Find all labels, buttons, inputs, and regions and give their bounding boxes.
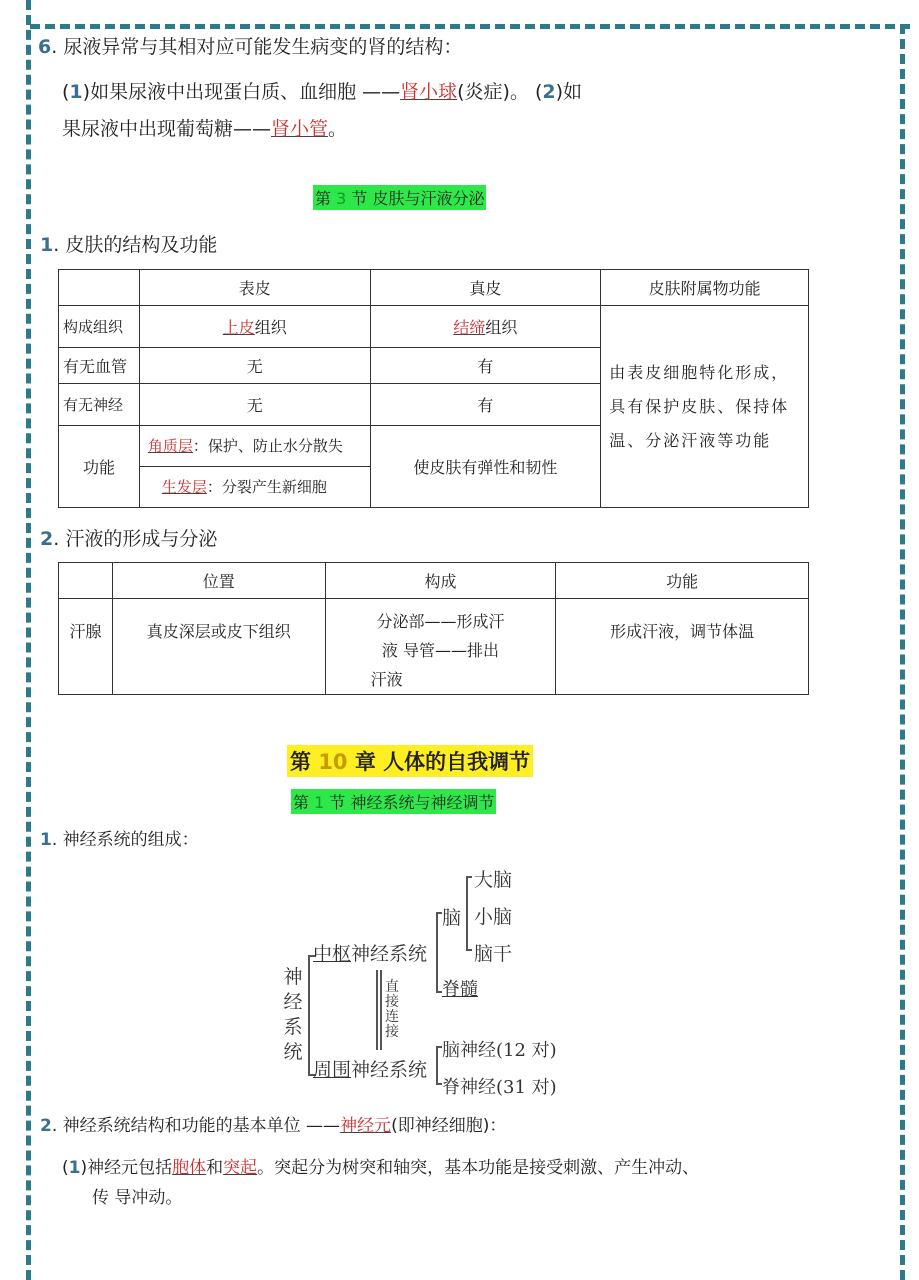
text: 组织	[254, 318, 287, 337]
answer-process: 突起	[223, 1158, 258, 1178]
text: 第	[293, 793, 315, 812]
row-label: 构成组织	[59, 306, 140, 348]
dashed-border-right	[900, 24, 905, 1280]
sec6-title: . 尿液异常与其相对应可能发生病变的肾的结构：	[51, 36, 463, 58]
answer: 结缔	[453, 318, 486, 337]
neuron-heading	[40, 1111, 506, 1136]
stratum-basale	[140, 467, 370, 507]
sweat-header-row	[59, 563, 809, 599]
brace-line	[308, 955, 310, 1075]
brace-line	[466, 876, 468, 950]
ns-heading	[40, 825, 199, 850]
neuron-line1	[62, 1153, 699, 1178]
arrow-line	[380, 970, 382, 1050]
brace-line	[466, 949, 472, 951]
text: . 神经系统结构和功能的基本单位 ——	[51, 1116, 341, 1136]
stratum-corneum	[140, 426, 370, 467]
appendage-function: 由表皮细胞特化形成，具有保护皮肤、保持体 温、分泌汗液等功能	[601, 306, 809, 508]
item-number: 1	[68, 1158, 81, 1178]
cell: 真皮深层或皮下组织	[112, 599, 325, 695]
arrow-line	[376, 970, 378, 1050]
sweat-table	[58, 562, 809, 695]
header-dermis: 真皮	[370, 270, 601, 306]
heading-text: . 皮肤的结构及功能	[53, 234, 218, 256]
text: (炎症)	[457, 81, 510, 103]
answer: 角质层	[147, 436, 193, 455]
answer: 生发层	[161, 478, 207, 496]
text: 神经系统	[351, 1059, 428, 1081]
text: 分泌部——形成汗	[376, 612, 505, 631]
cerebellum: 小脑	[474, 906, 513, 928]
cerebrum: 大脑	[474, 869, 513, 891]
heading-number: 1	[40, 234, 54, 256]
cell: 使皮肤有弹性和韧性	[370, 426, 601, 508]
cell: 形成汗液，调节体温	[556, 599, 809, 695]
text: 中枢	[313, 943, 352, 965]
answer-neuron: 神经元	[340, 1116, 392, 1136]
heading-text: . 神经系统的组成：	[51, 830, 199, 850]
cell	[139, 306, 370, 348]
table-row	[59, 306, 809, 348]
text: 周围	[313, 1059, 352, 1081]
section-number: 3	[336, 189, 347, 208]
skin-table	[58, 269, 809, 508]
dashed-border-top	[30, 24, 910, 29]
text: 第	[315, 189, 337, 208]
spinal-nerves: 脊神经(31 对)	[442, 1077, 557, 1098]
text: )如	[555, 81, 583, 103]
text: 果尿液中出现葡萄糖——	[62, 118, 272, 140]
text: 汗液	[370, 670, 403, 689]
text: (即神经细胞)：	[391, 1116, 507, 1136]
chapter10-title	[287, 745, 533, 777]
brace-line	[436, 1046, 438, 1084]
empty-cell	[59, 270, 140, 306]
brain: 脑	[442, 907, 462, 929]
header-function: 功能	[556, 563, 809, 599]
chapter-number: 10	[318, 750, 348, 774]
cell: 无	[139, 384, 370, 426]
heading-number: 2	[40, 528, 54, 550]
text: 第	[290, 750, 319, 774]
text: )神经元包括	[80, 1158, 173, 1178]
sec6-number: 6	[38, 36, 52, 58]
cell	[370, 306, 601, 348]
header-composition: 构成	[325, 563, 556, 599]
item-number: 2	[542, 81, 556, 103]
text: ：保护、防止水分散失	[192, 436, 343, 455]
brace-line	[436, 912, 438, 992]
text: 章 人体的自我调节	[347, 750, 531, 774]
text: (	[62, 1158, 69, 1178]
heading-number: 1	[40, 830, 52, 850]
answer-tubule: 肾小管	[271, 118, 329, 140]
brainstem: 脑干	[474, 943, 513, 965]
text: 。 (	[509, 81, 543, 103]
brace-line	[466, 876, 472, 878]
skin-heading	[40, 230, 217, 257]
peripheral-ns	[313, 1055, 427, 1082]
cell: 有	[370, 384, 601, 426]
sweat-heading	[40, 524, 217, 551]
item-number: 1	[69, 81, 83, 103]
dashed-border-left	[26, 0, 31, 1280]
header-appendages: 皮肤附属物功能	[601, 270, 809, 306]
row-label: 有无神经	[59, 384, 140, 426]
text: (	[62, 81, 70, 103]
row-label: 有无血管	[59, 348, 140, 384]
sec6-line1	[62, 77, 582, 104]
heading-text: . 汗液的形成与分泌	[53, 528, 218, 550]
text: 。突起分为树突和轴突，基本功能是接受刺激、产生冲动、	[257, 1158, 700, 1178]
header-position: 位置	[112, 563, 325, 599]
text: )如果尿液中出现蛋白质、血细胞 ——	[82, 81, 401, 103]
cell: 有	[370, 348, 601, 384]
direct-connection: 直接连接	[385, 979, 399, 1040]
section1-label	[291, 789, 496, 814]
text: 液 导管——排出	[381, 641, 500, 660]
cell: 无	[139, 348, 370, 384]
cranial-nerves: 脑神经(12 对)	[442, 1040, 557, 1061]
skin-header-row	[59, 270, 809, 306]
composition-cell	[325, 599, 556, 695]
text: 组织	[485, 318, 518, 337]
text: 节 皮肤与汗液分泌	[346, 189, 485, 208]
table-row	[59, 599, 809, 695]
ns-root: 神经系统	[283, 966, 303, 1063]
row-label: 汗腺	[59, 599, 113, 695]
text: 神经系统	[351, 943, 428, 965]
answer-cell-body: 胞体	[172, 1158, 207, 1178]
header-epidermis: 表皮	[139, 270, 370, 306]
section-number: 1	[314, 793, 325, 812]
central-ns	[313, 939, 427, 966]
text: 和	[206, 1158, 224, 1178]
text: 。	[328, 118, 348, 140]
text: 节 神经系统与神经调节	[324, 793, 495, 812]
sec6-line2	[62, 114, 347, 141]
sec6-heading	[38, 32, 462, 59]
spinal-cord: 脊髓	[442, 979, 478, 1000]
answer: 上皮	[222, 318, 255, 337]
neuron-line2: 传 导冲动。	[92, 1188, 183, 1208]
section3-label	[313, 185, 486, 210]
text: ：分裂产生新细胞	[206, 478, 327, 496]
row-label: 功能	[59, 426, 140, 508]
empty-cell	[59, 563, 113, 599]
answer-glomerulus: 肾小球	[400, 81, 458, 103]
heading-number: 2	[40, 1116, 52, 1136]
function-cell	[139, 426, 370, 508]
